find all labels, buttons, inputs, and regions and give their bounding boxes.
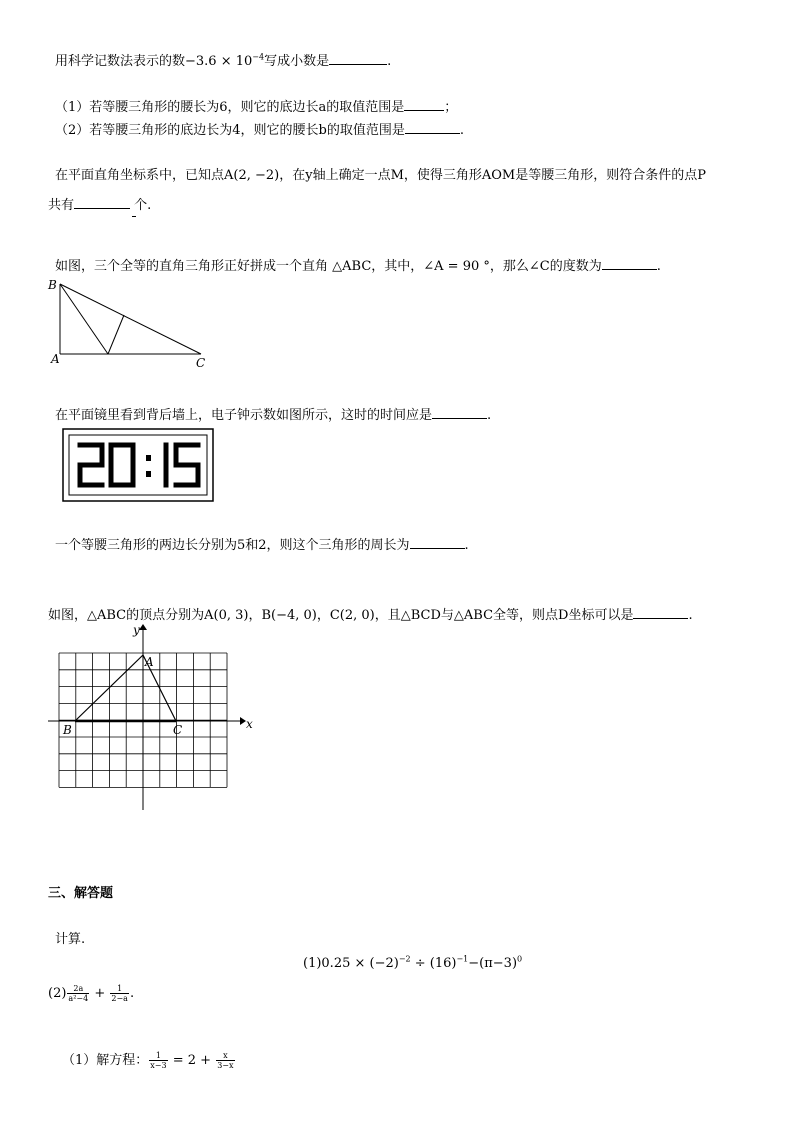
fraction-2-numerator: 1 xyxy=(110,984,129,994)
label-a: A xyxy=(145,655,154,669)
label-c: C xyxy=(173,723,183,737)
stray-mark xyxy=(132,216,136,217)
fraction-2-denominator: 3−x xyxy=(217,1061,234,1070)
question-4 xyxy=(55,257,661,275)
fraction-2 xyxy=(216,1051,234,1070)
q6-text: 一个等腰三角形的两边长分别为5和2，则这个三角形的周长为 xyxy=(55,538,410,553)
fraction-1-denominator: a²−4 xyxy=(68,994,89,1003)
colon-top-dot xyxy=(146,455,151,461)
q2b-end: . xyxy=(459,123,465,138)
fraction-1-numerator: 1 xyxy=(149,1051,167,1061)
question-6 xyxy=(55,536,469,554)
y-axis-arrow xyxy=(139,624,147,630)
label-b: B xyxy=(63,723,72,737)
section-heading: 三、解答题 xyxy=(48,886,114,901)
q4-end: . xyxy=(656,259,661,274)
answer-blank xyxy=(405,121,460,134)
q9-pre: （1）解方程： xyxy=(62,1053,149,1068)
question-1 xyxy=(55,52,391,70)
q7-text: 如图，△ABC的顶点分别为A(0, 3)，B(−4, 0)，C(2, 0)，且△BCD与△ABC全等，则点D坐标可以是 xyxy=(48,608,634,623)
answer-blank xyxy=(410,536,465,549)
q6-end: . xyxy=(464,538,469,553)
digital-clock xyxy=(62,428,214,502)
fraction-1-denominator: x−3 xyxy=(150,1061,167,1070)
label-c: C xyxy=(196,356,206,370)
answer-blank xyxy=(74,196,130,209)
side-bc xyxy=(60,284,201,354)
q8-p1-exp2: −1 xyxy=(456,954,469,964)
label-x: x xyxy=(246,717,253,731)
triangle-figure xyxy=(44,276,214,372)
q8-p2-end: . xyxy=(129,986,135,1001)
q8-p1-exp3: 0 xyxy=(517,954,523,964)
question-2-part-2 xyxy=(55,121,464,139)
question-2-part-1 xyxy=(55,98,457,116)
answer-blank xyxy=(432,406,487,419)
q2a-end: ； xyxy=(444,100,458,115)
segment-de xyxy=(108,315,124,354)
q8-p1-post: −(π−3) xyxy=(468,956,518,971)
q3-line2-suffix: 个. xyxy=(130,198,152,213)
question-3-line-2 xyxy=(48,196,151,214)
fraction-2 xyxy=(110,984,129,1003)
q1-exponent: −4 xyxy=(252,52,265,62)
q8-p1-mid: ÷ (16) xyxy=(410,956,457,971)
q3-line2-prefix: 共有 xyxy=(48,198,75,213)
q3-line1: 在平面直角坐标系中，已知点A(2, −2)，在y轴上确定一点M，使得三角形AOM是等腰三角形，则符合条件的点P xyxy=(55,168,706,183)
question-5 xyxy=(55,406,491,424)
fraction-2-denominator: 2−a xyxy=(111,994,128,1003)
answer-blank xyxy=(404,98,444,111)
q9-mid: = 2 + xyxy=(168,1053,216,1068)
q1-end: . xyxy=(387,54,392,69)
question-8-intro: 计算. xyxy=(55,932,86,947)
q1-prefix: 用科学记数法表示的数 xyxy=(55,54,186,69)
q8-p1-exp1: −2 xyxy=(398,954,411,964)
answer-blank xyxy=(602,257,657,270)
q5-end: . xyxy=(487,408,492,423)
fraction-1 xyxy=(149,1051,167,1070)
question-3-line-1 xyxy=(55,168,706,184)
question-8-part-2 xyxy=(48,984,134,1003)
answer-blank xyxy=(329,52,387,65)
q8-plus: + xyxy=(90,986,110,1001)
fraction-1 xyxy=(67,984,89,1003)
answer-blank xyxy=(633,606,688,619)
fraction-1-numerator: 2a xyxy=(67,984,89,994)
colon-bottom-dot xyxy=(146,471,151,477)
label-b: B xyxy=(48,278,57,292)
q2a-text: （1）若等腰三角形的腰长为6，则它的底边长a的取值范围是 xyxy=(55,100,405,115)
q2b-text: （2）若等腰三角形的底边长为4，则它的腰长b的取值范围是 xyxy=(55,123,405,138)
question-9 xyxy=(62,1051,236,1070)
q4-text: 如图，三个全等的直角三角形正好拼成一个直角 △ABC，其中，∠A = 90 °，那么∠C的度数为 xyxy=(55,259,602,274)
q8-p1-pre: (1)0.25 × (−2) xyxy=(303,956,399,971)
q1-suffix: 写成小数是 xyxy=(264,54,330,69)
question-8-part-1 xyxy=(303,956,522,972)
q7-end: . xyxy=(688,608,693,623)
label-y: y xyxy=(133,623,140,637)
q5-text: 在平面镜里看到背后墙上，电子钟示数如图所示，这时的时间应是 xyxy=(55,408,433,423)
segment-bd xyxy=(60,284,108,354)
q1-number: −3.6 × 10 xyxy=(185,54,253,69)
fraction-2-numerator: x xyxy=(216,1051,234,1061)
label-a: A xyxy=(51,352,60,366)
q8-p2-pre: (2) xyxy=(48,986,67,1001)
coordinate-grid-figure xyxy=(40,620,270,812)
